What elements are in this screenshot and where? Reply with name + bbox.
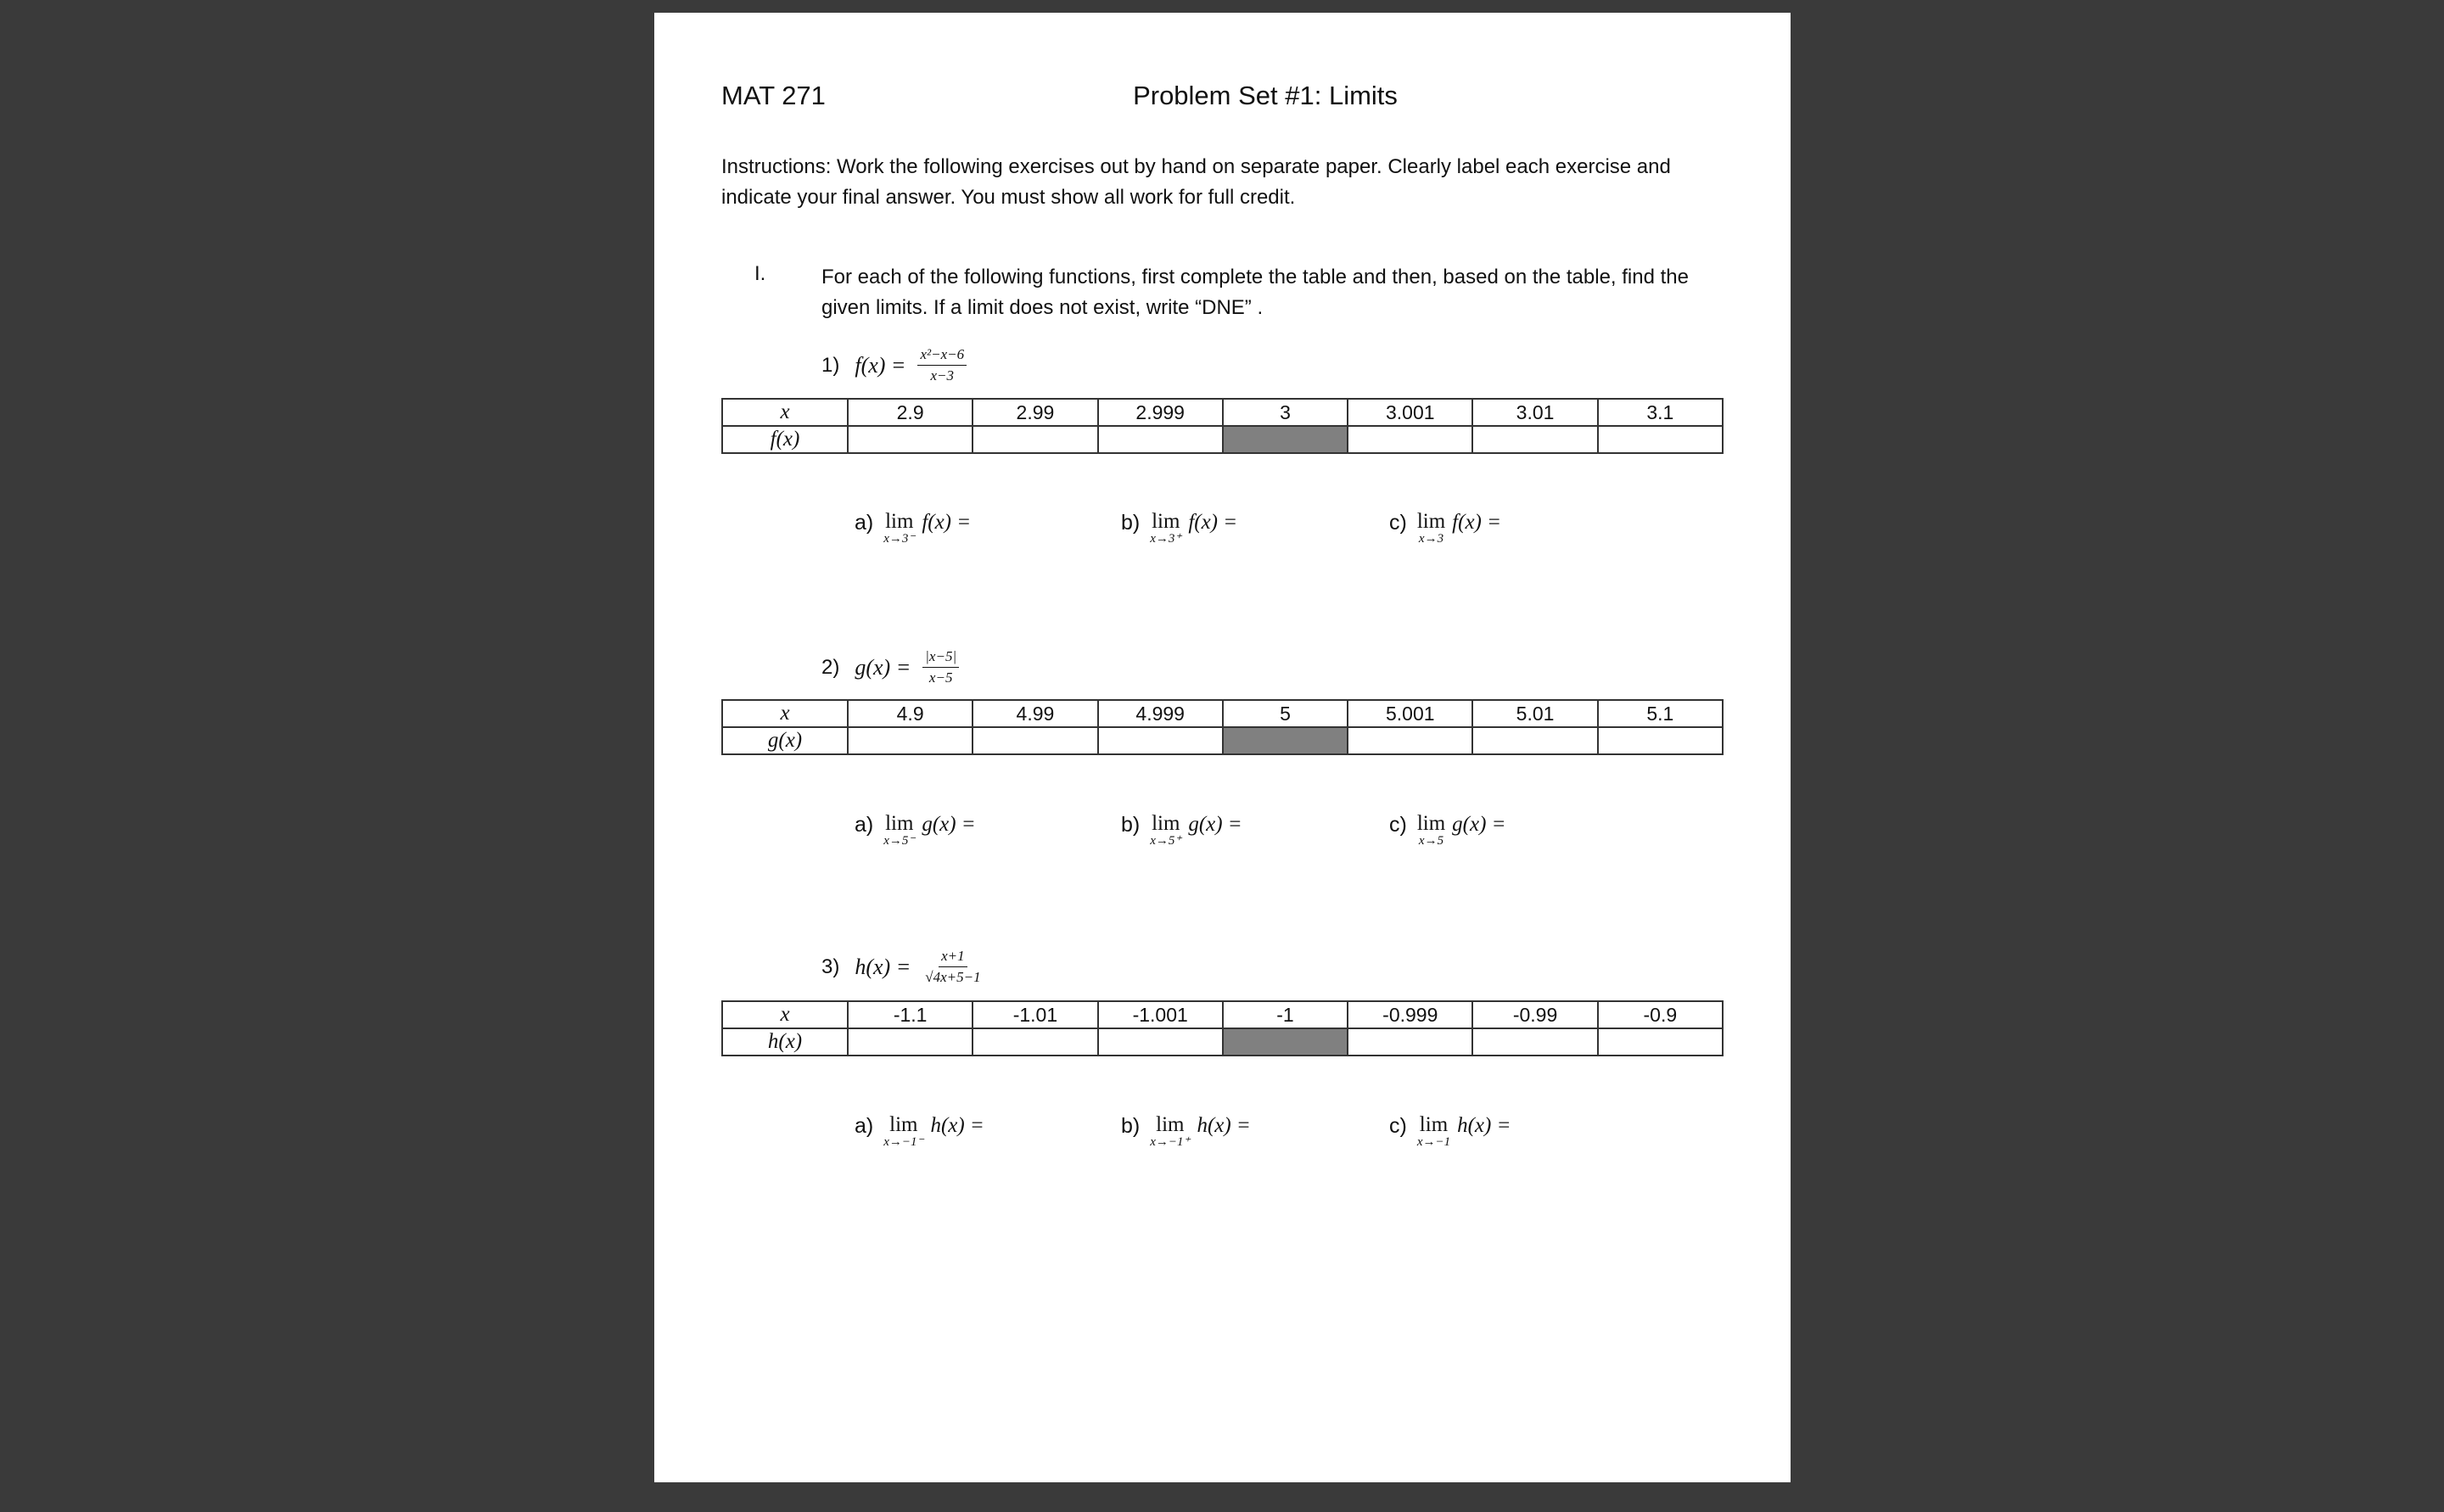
answer-cell	[1598, 1028, 1723, 1056]
page-title: Problem Set #1: Limits	[1133, 81, 1398, 110]
function-definition-2: 2) g(x) = $\frac{|x-5|}{x-5}$	[821, 648, 959, 686]
limit-3c: c) lim x→−1 h(x) =	[1389, 1113, 1511, 1149]
answer-cell	[973, 1028, 1097, 1056]
shaded-cell	[1223, 426, 1348, 453]
answer-cell	[1098, 1028, 1223, 1056]
section-text: For each of the following functions, first complete the table and then, based on the table, find the given limits. If a limit does not exist, write “DNE” .	[821, 266, 1689, 319]
table-row: x 4.9 4.99 4.999 5 5.001 5.01 5.1	[722, 700, 1723, 727]
answer-cell	[973, 426, 1097, 453]
limit-2c: c) lim x→5 g(x) =	[1389, 812, 1506, 848]
fraction: $\frac{|x-5|}{x-5}$	[922, 648, 959, 686]
function-definition-1: 1) f(x) = $\frac{\text{x²−x−6}}{x-3}$	[821, 346, 967, 384]
answer-cell	[1598, 727, 1723, 754]
answer-cell	[1098, 426, 1223, 453]
answer-cell	[1472, 426, 1597, 453]
limit-1c: c) lim x→3 f(x) =	[1389, 510, 1501, 546]
answer-cell	[1348, 727, 1472, 754]
answer-cell	[1348, 426, 1472, 453]
answer-cell	[973, 727, 1097, 754]
value-table-1	[721, 398, 1724, 454]
limit-2a: a) lim x→5⁻ g(x) =	[855, 812, 976, 848]
value-table-3	[721, 1000, 1724, 1056]
table-row: x 2.9 2.99 2.999 3 3.001 3.01 3.1	[722, 399, 1723, 426]
function-definition-3: 3) h(x) = $\frac{x+1}{√4x+5-1}$	[821, 948, 984, 986]
answer-cell	[1472, 1028, 1597, 1056]
table-row: g(x)	[722, 727, 1723, 754]
table-row: x -1.1 -1.01 -1.001 -1 -0.999 -0.99 -0.9	[722, 1001, 1723, 1028]
shaded-cell	[1223, 727, 1348, 754]
fraction: $\frac{x+1}{√4x+5-1}$	[925, 948, 981, 985]
limit-1a: a) lim x→3⁻ f(x) =	[855, 510, 972, 546]
answer-cell	[1348, 1028, 1472, 1056]
limit-1b: b) lim x→3⁺ f(x) =	[1121, 510, 1238, 546]
answer-cell	[1598, 426, 1723, 453]
value-table-2	[721, 699, 1724, 755]
table-row: f(x)	[722, 426, 1723, 453]
fraction: $\frac{\text{x²−x−6}}{x-3}$	[917, 346, 967, 384]
instructions: Instructions: Work the following exercises out by hand on separate paper. Clearly label each exercise and indicate your final answer. You must show all work for full credit.	[721, 155, 1671, 209]
answer-cell	[1098, 727, 1223, 754]
limit-3b: b) lim x→−1⁺ h(x) =	[1121, 1113, 1251, 1149]
answer-cell	[1472, 727, 1597, 754]
document-page	[654, 13, 1791, 1482]
shaded-cell	[1223, 1028, 1348, 1056]
course-code: MAT 271	[721, 81, 826, 110]
section-numeral: I.	[754, 262, 766, 285]
table-row: h(x)	[722, 1028, 1723, 1056]
limit-3a: a) lim x→−1⁻ h(x) =	[855, 1113, 984, 1149]
answer-cell	[848, 1028, 973, 1056]
limit-2b: b) lim x→5⁺ g(x) =	[1121, 812, 1242, 848]
answer-cell	[848, 426, 973, 453]
answer-cell	[848, 727, 973, 754]
